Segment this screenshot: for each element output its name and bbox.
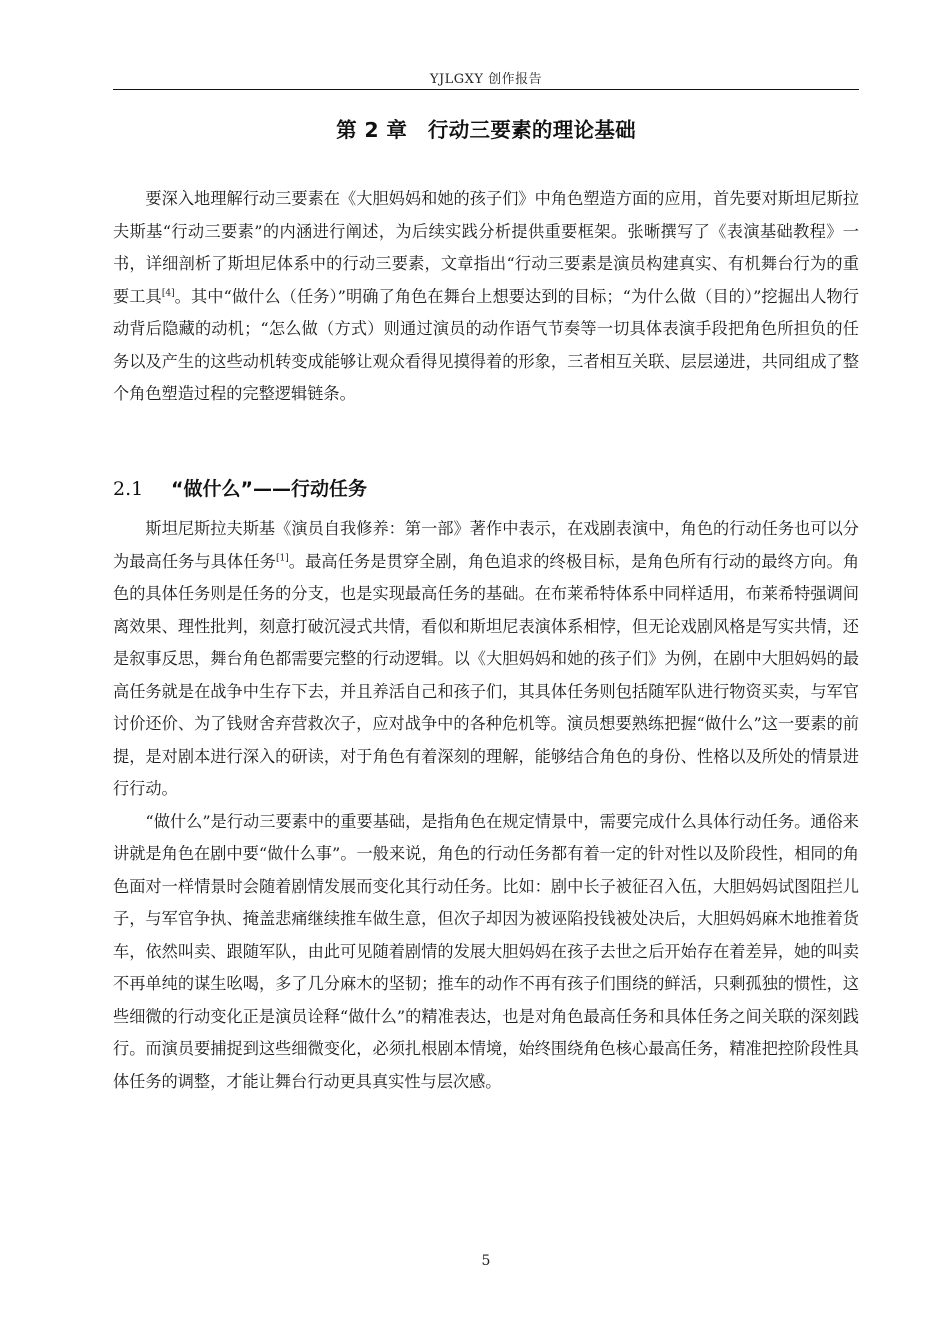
- chapter-title: 第 2 章 行动三要素的理论基础: [336, 118, 636, 142]
- citation-ref: [4]: [161, 288, 175, 299]
- section-heading: [113, 474, 859, 501]
- body-paragraph-text-b: 。最高任务是贯穿全剧，角色追求的终极目标，是角色所有行动的最终方向。角色的具体任务则是任务的分支，也是实现最高任务的基础。在布莱希特体系中同样适用，布莱希特强调间离效果、理性批判，刻意打破沉浸式共情，看似和斯坦尼表演体系相悖，但无论戏剧风格是写实共情，还是叙事反思，舞台角色都需要完整的行动逻辑。以《大胆妈妈和她的孩子们》为例，在剧中大胆妈妈的最高任务就是在战争中生存下去，并且养活自己和孩子们，其具体任务则包括随军队进行物资买卖，与军官讨价还价、为了钱财舍弃营救次子，应对战争中的各种危机等。演员想要熟练把握“做什么”这一要素的前提，是对剧本进行深入的研读，对于角色有着深刻的理解，能够结合角色的身份、性格以及所处的情景进行行动。: [113, 551, 860, 798]
- body-paragraph: “做什么”是行动三要素中的重要基础，是指角色在规定情景中，需要完成什么具体行动任务。通俗来讲就是角色在剧中要“做什么事”。一般来说，角色的行动任务都有着一定的针对性以及阶段性，相同的角色面对一样情景时会随着剧情发展而变化其行动任务。比如：剧中长子被征召入伍，大胆妈妈试图阻拦儿子，与军官争执、掩盖悲痛继续推车做生意，但次子却因为被诬陷投钱被处决后，大胆妈妈麻木地推着货车，依然叫卖、跟随军队，由此可见随着剧情的发展大胆妈妈在孩子去世之后开始存在着差异，她的叫卖不再单纯的谋生吆喝，多了几分麻木的坚韧；推车的动作不再有孩子们围绕的鲜活，只剩孤独的惯性，这些细微的行动变化正是演员诠释“做什么”的精准表达，也是对角色最高任务和具体任务之间关联的深刻践行。而演员要捕捉到这些细微变化，必须扎根剧本情境，始终围绕角色核心最高任务，精准把控阶段性具体任务的调整，才能让舞台行动更具真实性与层次感。: [113, 811, 859, 1091]
- running-header: YJLGXY 创作报告: [429, 72, 543, 87]
- citation-ref: [1]: [275, 553, 289, 564]
- section-body: [113, 513, 859, 1098]
- intro-paragraph-text-b: 。其中“做什么（任务）”明确了角色在舞台上想要达到的目标；“为什么做（目的）”挖掘出人物行动背后隐藏的动机；“怎么做（方式）则通过演员的动作语气节奏等一切具体表演手段把角色所担负的任务以及产生的这些动机转变成能够让观众看得见摸得着的形象，三者相互关联、层层递进，共同组成了整个角色塑造过程的完整逻辑链条。: [113, 286, 859, 403]
- body-paragraph: [113, 513, 859, 806]
- page-number: 5: [481, 1253, 491, 1269]
- intro-paragraph: [113, 183, 859, 411]
- section-number: 2.1: [113, 478, 144, 500]
- body-paragraph-text-a: 斯坦尼斯拉夫斯基《演员自我修养：第一部》著作中表示，在戏剧表演中，角色的行动任务也可以分为最高任务与具体任务: [113, 519, 859, 571]
- header-rule: [113, 89, 859, 90]
- intro-section: [113, 183, 859, 411]
- section-title: “做什么”——行动任务: [171, 478, 367, 500]
- intro-paragraph-text-a: 要深入地理解行动三要素在《大胆妈妈和她的孩子们》中角色塑造方面的应用，首先要对斯坦尼斯拉夫斯基“行动三要素”的内涵进行阐述，为后续实践分析提供重要框架。张晰撰写了《表演基础教程》一书，详细剖析了斯坦尼体系中的行动三要素，文章指出“行动三要素是演员构建真实、有机舞台行为的重要工具: [113, 189, 859, 306]
